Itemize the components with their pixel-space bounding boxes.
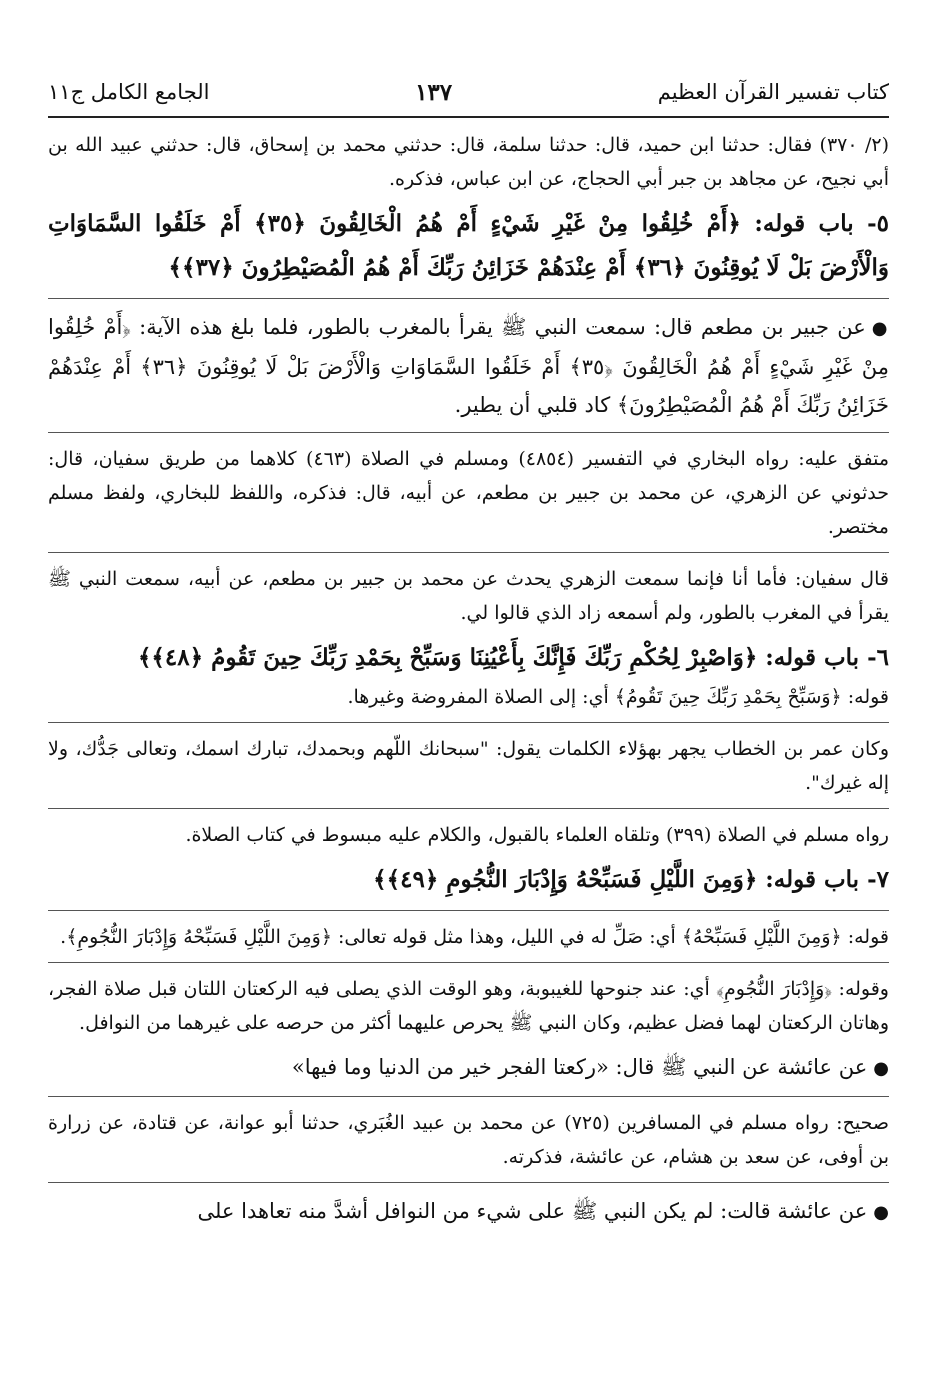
divider (48, 962, 889, 963)
divider (48, 552, 889, 553)
takhrij-paragraph: صحيح: رواه مسلم في المسافرين (٧٢٥) عن محمد بن عبيد الغُبَري، حدثنا أبو عوانة، عن قتادة، عن زرارة بن أوفى، عن سعد بن هشام، عن عائشة، فذكرته. (48, 1112, 889, 1168)
chapter-heading-7: ٧- باب قوله: ﴿وَمِنَ اللَّيْلِ فَسَبِّحْهُ وَإِدْبَارَ النُّجُومِ ﴿٤٩﴾﴾ (373, 866, 889, 893)
divider (48, 910, 889, 911)
divider (48, 1182, 889, 1183)
divider (48, 432, 889, 433)
hadith-aisha-1 (48, 1048, 889, 1088)
hadith-aisha-2 (48, 1192, 889, 1232)
takhrij-paragraph: متفق عليه: رواه البخاري في التفسير (٤٨٥٤) ومسلم في الصلاة (٤٦٣) كلاهما من طريق سفيان، قال: حدثوني عن الزهري، عن محمد بن جبير بن مطعم، عن أبيه، قال: فذكره، واللفظ للبخاري، ولفظ مسلم مختصر. (48, 448, 889, 538)
page-header (48, 0, 889, 118)
spacer (48, 1040, 889, 1048)
divider (48, 808, 889, 809)
chapter-heading-5: ٥- باب قوله: ﴿أَمْ خُلِقُوا مِنْ غَيْرِ شَيْءٍ أَمْ هُمُ الْخَالِقُونَ ﴿٣٥﴾ أَمْ خَلَقُوا السَّمَاوَاتِ وَالْأَرْضَ بَلْ لَا يُوقِنُونَ ﴿٣٦﴾ أَمْ عِنْدَهُمْ خَزَائِنُ رَبِّكَ أَمْ هُمُ الْمُصَيْطِرُونَ ﴿٣٧﴾﴾ (48, 210, 889, 281)
bullet-icon: ● (871, 318, 889, 339)
chapter-heading-6: ٦- باب قوله: ﴿وَاصْبِرْ لِحُكْمِ رَبِّكَ فَإِنَّكَ بِأَعْيُنِنَا وَسَبِّحْ بِحَمْدِ رَبِّكَ حِينَ تَقُومُ ﴿٤٨﴾﴾ (137, 644, 889, 671)
paragraph-umar: وكان عمر بن الخطاب يجهر بهؤلاء الكلمات يقول: "سبحانك اللّهم وبحمدك، تبارك اسمك، وتعالى جَدُّك، ولا إله غيرك". (48, 738, 889, 794)
page-number: ١٣٧ (415, 78, 453, 106)
hadith-text: عن عائشة عن النبي ﷺ قال: «ركعتا الفجر خير من الدنيا وما فيها» (291, 1055, 868, 1079)
paragraph-tafsir: وقوله: ﴿وَإِدْبَارَ النُّجُومِ﴾ أي: عند جنوحها للغيبوبة، وهو الوقت الذي يصلى فيه الركعتان اللتان قبل صلاة الفجر، وهاتان الركعتان لهما فضل عظيم، وكان النبي ﷺ يحرص عليهما أكثر من حرصه على غيرهما من النوافل. (48, 978, 889, 1034)
bullet-icon: ● (873, 1202, 889, 1223)
hadith-text: عن عائشة قالت: لم يكن النبي ﷺ على شيء من النوافل أشدَّ منه تعاهدا على (197, 1199, 868, 1223)
volume-title: الجامع الكامل ج١١ (48, 80, 210, 104)
paragraph-isnad: (٢/ ٣٧٠) فقال: حدثنا ابن حميد، قال: حدثنا سلمة، قال: حدثني محمد بن إسحاق، قال: حدثني عبيد الله بن أبي نجيح، عن مجاهد بن جبر أبي الحجاج، عن ابن عباس، فذكره. (48, 134, 889, 190)
paragraph-sufyan: قال سفيان: فأما أنا فإنما سمعت الزهري يحدث عن محمد بن جبير بن مطعم، عن أبيه، سمعت النبي ﷺ يقرأ في المغرب بالطور، ولم أسمعه زاد الذي قالوا لي. (48, 568, 889, 624)
divider (48, 722, 889, 723)
paragraph-tafsir: قوله: ﴿وَسَبِّحْ بِحَمْدِ رَبِّكَ حِينَ تَقُومُ﴾ أي: إلى الصلاة المفروضة وغيرها. (347, 686, 889, 708)
divider (48, 1096, 889, 1097)
hadith-jubair (48, 308, 889, 424)
takhrij-paragraph: رواه مسلم في الصلاة (٣٩٩) وتلقاه العلماء بالقبول، والكلام عليه مبسوط في كتاب الصلاة. (185, 824, 889, 846)
divider (48, 298, 889, 299)
paragraph-tafsir: قوله: ﴿وَمِنَ اللَّيْلِ فَسَبِّحْهُ﴾ أي: صَلِّ له في الليل، وهذا مثل قوله تعالى: ﴿وَمِنَ اللَّيْلِ فَسَبِّحْهُ وَإِدْبَارَ النُّجُومِ﴾. (60, 926, 889, 948)
hadith-text: عن جبير بن مطعم قال: سمعت النبي ﷺ يقرأ بالمغرب بالطور، فلما بلغ هذه الآية: ﴿أَمْ خُلِقُوا مِنْ غَيْرِ شَيْءٍ أَمْ هُمُ الْخَالِقُونَ ﴿٣٥﴾ أَمْ خَلَقُوا السَّمَاوَاتِ وَالْأَرْضَ بَلْ لَا يُوقِنُونَ ﴿٣٦﴾ أَمْ عِنْدَهُمْ خَزَائِنُ رَبِّكَ أَمْ هُمُ الْمُصَيْطِرُونَ﴾ كاد قلبي أن يطير. (48, 315, 889, 417)
bullet-icon: ● (873, 1058, 889, 1079)
book-title: كتاب تفسير القرآن العظيم (657, 80, 889, 104)
